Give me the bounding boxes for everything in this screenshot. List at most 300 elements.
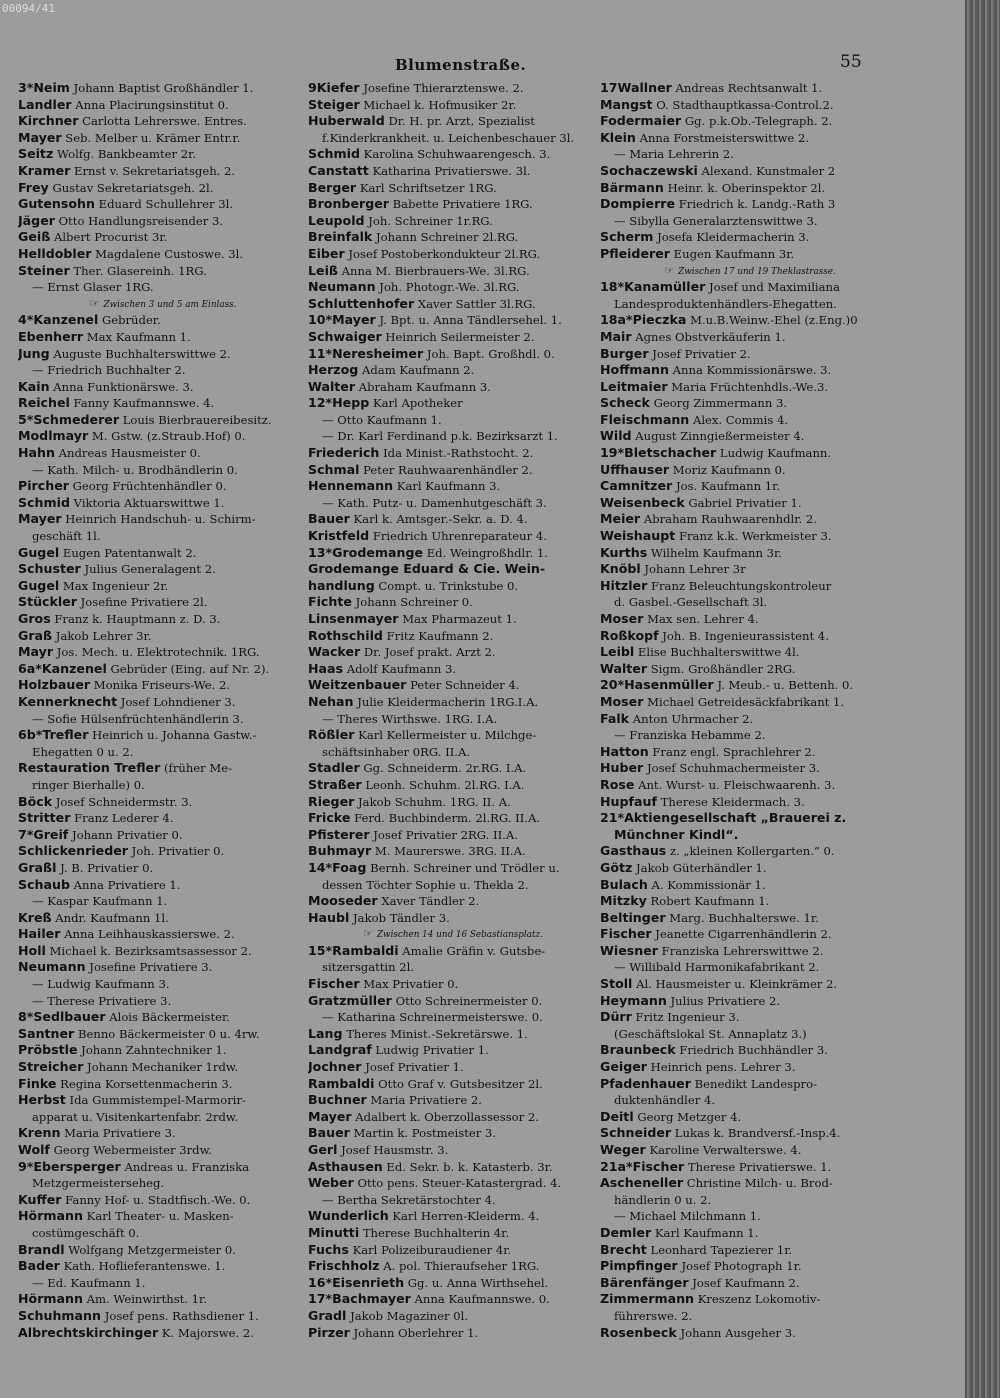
directory-entry <box>600 1175 900 1192</box>
directory-entry <box>308 1026 598 1043</box>
directory-entry <box>18 661 308 678</box>
entry-details: M.u.B.Weinw.-Ehel (z.Eng.)0 <box>690 313 858 328</box>
entry-details: Therese Privatierswe. 1. <box>687 1159 832 1174</box>
entry-details: Ida Minist.-Rathstocht. 2. <box>383 446 534 461</box>
directory-entry <box>600 694 900 711</box>
entry-details: Xaver Sattler 3l.RG. <box>417 296 536 311</box>
entry-details: J. Meub.- u. Bettenh. 0. <box>717 678 854 693</box>
directory-entry <box>600 677 900 694</box>
directory-entry <box>308 1291 598 1308</box>
directory-entry <box>600 1275 900 1292</box>
house-number: 7* <box>18 826 34 842</box>
entry-details: Joh. B. Ingenieurassistent 4. <box>662 628 829 643</box>
column-1 <box>18 80 308 1341</box>
resident-name: Kreß <box>18 909 52 925</box>
directory-entry <box>18 877 308 894</box>
directory-entry <box>600 959 900 976</box>
entry-details: Karolina Schuhwaarengesch. 3. <box>363 147 551 162</box>
entry-details: Seb. Melber u. Krämer Entr.r. <box>65 130 241 145</box>
directory-entry <box>600 296 900 313</box>
entry-details: Bernh. Schreiner und Trödler u. <box>370 860 560 875</box>
entry-details: Anna Kaufmannswe. 0. <box>414 1292 550 1307</box>
entry-details: — Theres Wirthswe. 1RG. I.A. <box>322 711 498 726</box>
entry-details: Zwischen 17 und 19 Theklastrasse. <box>678 266 836 277</box>
house-number: 16* <box>308 1274 333 1290</box>
directory-entry <box>600 1159 900 1176</box>
directory-entry <box>18 1092 308 1109</box>
directory-entry <box>308 1225 598 1242</box>
entry-details: Georg Früchtenhändler 0. <box>72 479 227 494</box>
directory-entry <box>18 1059 308 1076</box>
resident-name: Friederich <box>308 445 380 461</box>
entry-details: Dr. H. pr. Arzt, Spezialist <box>388 114 535 129</box>
directory-entry <box>600 379 900 396</box>
resident-name: Rambaldi <box>332 942 399 958</box>
entry-details: Anton Uhrmacher 2. <box>632 711 754 726</box>
pointing-hand-icon: ☞ <box>664 263 675 277</box>
directory-entry <box>600 329 900 346</box>
directory-entry <box>18 1225 308 1242</box>
entry-details: Wolfgang Metzgermeister 0. <box>68 1242 236 1257</box>
entry-details: Heinrich Seilermeister 2. <box>385 329 535 344</box>
directory-entry <box>600 180 900 197</box>
resident-name: Modlmayr <box>18 428 89 444</box>
entry-details: Albert Procurist 3r. <box>53 230 168 245</box>
resident-name: Neresheimer <box>332 345 424 361</box>
entry-details: Dr. Josef prakt. Arzt 2. <box>363 645 496 660</box>
directory-entry <box>308 445 598 462</box>
entry-details: Monika Friseurs-We. 2. <box>93 678 231 693</box>
resident-name: Demler <box>600 1224 652 1240</box>
resident-name: Breinfalk <box>308 229 373 245</box>
resident-name: Götz <box>600 859 633 875</box>
directory-entry <box>600 213 900 230</box>
entry-details: Gebrüder. <box>101 313 161 328</box>
directory-entry <box>308 760 598 777</box>
directory-entry <box>600 146 900 163</box>
resident-name: Pirzer <box>308 1324 350 1340</box>
resident-name: Ebersperger <box>33 1158 121 1174</box>
entry-details: Karl Theater- u. Masken- <box>86 1209 234 1224</box>
directory-entry <box>308 561 598 578</box>
directory-entry <box>18 1325 308 1342</box>
entry-details: Gebrüder (Eing. auf Nr. 2). <box>110 661 270 676</box>
entry-details: sitzersgattin 2l. <box>322 960 415 975</box>
resident-name: Kurths <box>600 544 648 560</box>
resident-name: Mayer <box>18 511 62 527</box>
resident-name: Pieczka <box>632 312 687 328</box>
directory-entry <box>600 196 900 213</box>
entry-details: Heinrich pens. Lehrer 3. <box>650 1060 796 1075</box>
cross-street-note <box>600 263 900 280</box>
house-number: 14* <box>308 859 333 875</box>
directory-entry <box>600 843 900 860</box>
resident-name: Hahn <box>18 445 55 461</box>
directory-entry <box>18 478 308 495</box>
house-number: 21* <box>600 810 625 826</box>
entry-details: Leonhard Tapezierer 1r. <box>650 1242 793 1257</box>
resident-name: Huberwald <box>308 113 385 129</box>
house-number: 17* <box>308 1291 333 1307</box>
directory-entry <box>308 1076 598 1093</box>
entry-details: händlerin 0 u. 2. <box>614 1192 712 1207</box>
column-2 <box>308 80 598 1341</box>
entry-details: Johann Lehrer 3r <box>644 562 746 577</box>
entry-details: Fritz Ingenieur 3. <box>635 1010 740 1025</box>
resident-name: Moser <box>600 693 644 709</box>
entry-details: Heinrich Handschuh- u. Schirm- <box>65 512 256 527</box>
resident-name: Hörmann <box>18 1208 83 1224</box>
entry-details: Alexand. Kunstmaler 2 <box>701 163 836 178</box>
entry-details: Fanny Hof- u. Stadtfisch.-We. 0. <box>65 1192 251 1207</box>
resident-name: Hennemann <box>308 478 394 494</box>
directory-entry <box>18 263 308 280</box>
entry-details: — Katharina Schreinermeisterswe. 0. <box>322 1010 543 1025</box>
entry-details: J. B. Privatier 0. <box>60 860 154 875</box>
directory-entry <box>600 412 900 429</box>
entry-details: Carlotta Lehrerswe. Entres. <box>82 114 247 129</box>
directory-entry <box>600 777 900 794</box>
entry-details: Josef Schneidermstr. 3. <box>55 794 193 809</box>
directory-entry <box>308 1275 598 1292</box>
directory-entry <box>308 1092 598 1109</box>
entry-details: Johann Schreiner 0. <box>355 595 473 610</box>
house-number: 10* <box>308 312 333 328</box>
directory-entry <box>308 379 598 396</box>
resident-name: Graß <box>18 627 53 643</box>
resident-name: Mitzky <box>600 893 647 909</box>
entry-details: — Ed. Kaufmann 1. <box>32 1275 146 1290</box>
directory-entry <box>308 1159 598 1176</box>
directory-entry <box>600 877 900 894</box>
directory-entry <box>600 1042 900 1059</box>
cross-street-note <box>308 926 598 943</box>
directory-entry <box>18 113 308 130</box>
entry-details: Al. Hausmeister u. Kleinkrämer 2. <box>636 977 838 992</box>
entry-details: Agnes Obstverkäuferin 1. <box>635 329 786 344</box>
directory-entry <box>308 943 598 960</box>
directory-entry <box>308 1325 598 1342</box>
directory-entry <box>308 910 598 927</box>
directory-entry <box>600 395 900 412</box>
resident-name: Moser <box>600 611 644 626</box>
resident-name: Helldobler <box>18 245 92 261</box>
entry-details: Ed. Weingroßhdlr. 1. <box>426 545 548 560</box>
entry-details: Abraham Kaufmann 3. <box>358 379 491 394</box>
entry-details: Zwischen 14 und 16 Sebastiansplatz. <box>376 930 543 941</box>
resident-name: Landler <box>18 96 72 112</box>
entry-details: Amalie Gräfin v. Gutsbe- <box>402 943 546 958</box>
resident-name: Bachmayer <box>332 1291 411 1307</box>
directory-entry <box>308 180 598 197</box>
directory-entry <box>308 478 598 495</box>
directory-entry <box>308 1258 598 1275</box>
directory-entry <box>600 1109 900 1126</box>
entry-details: Otto Handlungsreisender 3. <box>58 213 224 228</box>
directory-entry <box>600 1059 900 1076</box>
resident-name: Canstatt <box>308 162 369 178</box>
resident-name: Greif <box>33 826 69 842</box>
resident-name: Jochner <box>308 1059 362 1075</box>
directory-entry <box>18 760 308 777</box>
resident-name: Pimpfinger <box>600 1258 678 1274</box>
directory-entry <box>18 959 308 976</box>
resident-name: Neumann <box>18 959 86 975</box>
entry-details: Heinrich u. Johanna Gastw.- <box>92 728 257 743</box>
entry-details: Max Privatier 0. <box>363 977 459 992</box>
pointing-hand-icon: ☞ <box>89 296 100 310</box>
directory-entry <box>600 628 900 645</box>
entry-details: dessen Töchter Sophie u. Thekla 2. <box>322 877 529 892</box>
resident-name: Eiber <box>308 245 345 261</box>
directory-entry <box>308 1059 598 1076</box>
entry-details: — Kaspar Kaufmann 1. <box>32 894 168 909</box>
directory-entry <box>600 578 900 595</box>
entry-details: Abraham Rauhwaarenhdlr. 2. <box>643 512 817 527</box>
entry-details: Andreas Hausmeister 0. <box>58 446 201 461</box>
entry-details: — Maria Lehrerin 2. <box>614 147 734 162</box>
entry-details: d. Gasbel.-Gesellschaft 3l. <box>614 595 768 610</box>
resident-name: Camnitzer <box>600 478 673 494</box>
resident-name: Gasthaus <box>600 843 667 859</box>
directory-entry <box>18 1009 308 1026</box>
resident-name: Bronberger <box>308 196 389 212</box>
house-number: 19* <box>600 445 625 461</box>
house-number: 9 <box>308 80 317 95</box>
resident-name: Leitmaier <box>600 378 668 394</box>
resident-name: Beltinger <box>600 909 666 925</box>
resident-name: Fodermaier <box>600 113 682 129</box>
directory-entry <box>600 711 900 728</box>
resident-name: Weishaupt <box>600 528 676 544</box>
entry-details: — Ludwig Kaufmann 3. <box>32 977 170 992</box>
entry-details: Joh. Schreiner 1r.RG. <box>368 213 493 228</box>
entry-details: Anna M. Bierbrauers-We. 3l.RG. <box>341 263 530 278</box>
resident-name: Fischer <box>632 1158 685 1174</box>
resident-name: Restauration Trefler <box>18 760 161 776</box>
resident-name: Wunderlich <box>308 1208 389 1224</box>
entry-details: Babette Privatiere 1RG. <box>392 197 533 212</box>
entry-details: Josef Schuhmachermeister 3. <box>646 761 820 776</box>
resident-name: Kramer <box>18 162 71 178</box>
directory-entry <box>308 744 598 761</box>
resident-name: Hoffmann <box>600 362 669 378</box>
resident-name: Kennerknecht <box>18 693 118 709</box>
directory-entry <box>308 727 598 744</box>
resident-name: Fichte <box>308 594 352 610</box>
directory-entry <box>600 97 900 114</box>
entry-details: Alois Bäckermeister. <box>109 1010 230 1025</box>
directory-entry <box>308 97 598 114</box>
entry-details: — Therese Privatiere 3. <box>32 993 172 1008</box>
resident-name: Leiß <box>308 262 338 278</box>
entry-details: — Otto Kaufmann 1. <box>322 412 442 427</box>
entry-details: Karl Kellermeister u. Milchge- <box>358 728 537 743</box>
directory-entry <box>18 362 308 379</box>
entry-details: Friedrich Uhrenreparateur 4. <box>372 529 547 544</box>
resident-name: Schmid <box>18 494 70 510</box>
directory-entry <box>600 229 900 246</box>
entry-details: Fanny Kaufmannswe. 4. <box>73 396 215 411</box>
resident-name: Foag <box>332 859 367 875</box>
resident-name: Bader <box>18 1258 60 1274</box>
entry-details: Karl Herren-Kleiderm. 4. <box>392 1209 540 1224</box>
directory-entry <box>308 511 598 528</box>
entry-details: Maria Früchtenhdls.-We.3. <box>671 379 829 394</box>
entry-details: M. Maurerswe. 3RG. II.A. <box>374 844 526 859</box>
entry-details: Gg. p.k.Ob.-Telegraph. 2. <box>684 114 833 129</box>
house-number: 18* <box>600 279 625 295</box>
entry-details: Eugen Patentanwalt 2. <box>62 545 197 560</box>
entry-details: Joh. Privatier 0. <box>131 844 225 859</box>
directory-entry <box>18 993 308 1010</box>
entry-details: Zwischen 3 und 5 am Einlass. <box>103 299 237 310</box>
resident-name: Mayr <box>18 644 54 660</box>
resident-name: Rambaldi <box>308 1075 375 1091</box>
column-3 <box>600 80 900 1341</box>
directory-entry <box>308 246 598 263</box>
house-number: 12* <box>308 395 333 411</box>
resident-name: Brecht <box>600 1241 647 1257</box>
entry-details: Metzgermeisterseheg. <box>32 1176 165 1191</box>
entry-details: Josefine Privatiere 3. <box>89 960 213 975</box>
resident-name: Bletschacher <box>624 445 717 461</box>
resident-name: Knöbl <box>600 561 641 577</box>
entry-details: Karl Kaufmann 3. <box>396 479 501 494</box>
resident-name: Bauer <box>308 1125 350 1141</box>
directory-entry <box>18 794 308 811</box>
entry-details: Josef Lohndiener 3. <box>120 694 236 709</box>
entry-details: A. pol. Thieraufseher 1RG. <box>383 1259 540 1274</box>
directory-entry <box>600 445 900 462</box>
directory-entry <box>18 810 308 827</box>
resident-name: Trefler <box>42 727 89 743</box>
entry-details: — Kath. Milch- u. Brodhändlerin 0. <box>32 462 238 477</box>
resident-name: Kuffer <box>18 1191 62 1207</box>
entry-details: Jeanette Cigarrenhändlerin 2. <box>655 927 832 942</box>
directory-entry <box>600 80 900 97</box>
resident-name: Hupfauf <box>600 793 657 809</box>
resident-name: Grodemange Eduard & Cie. Wein- <box>308 561 546 577</box>
directory-entry <box>600 943 900 960</box>
entry-details: — Friedrich Buchhalter 2. <box>32 363 186 378</box>
house-number: 11* <box>308 345 333 361</box>
entry-details: — Franziska Hebamme 2. <box>614 728 766 743</box>
directory-entry <box>308 213 598 230</box>
resident-name: Rößler <box>308 727 355 743</box>
directory-entry <box>308 528 598 545</box>
house-number: 13* <box>308 544 333 560</box>
directory-entry <box>308 594 598 611</box>
directory-entry <box>18 1208 308 1225</box>
resident-name: Holzbauer <box>18 677 91 693</box>
page-number: 55 <box>840 52 862 72</box>
entry-details: O. Stadthauptkassa-Control.2. <box>656 97 834 112</box>
house-number: 15* <box>308 942 333 958</box>
directory-entry <box>18 711 308 728</box>
directory-entry <box>308 1192 598 1209</box>
entry-details: Michael k. Bezirksamtsassessor 2. <box>49 943 252 958</box>
directory-entry <box>600 760 900 777</box>
directory-entry <box>600 1242 900 1259</box>
directory-entry <box>18 1192 308 1209</box>
directory-entry <box>600 910 900 927</box>
directory-entry <box>600 1009 900 1026</box>
entry-details: Anna Funktionärswe. 3. <box>53 379 194 394</box>
directory-entry <box>308 296 598 313</box>
entry-details: Anna Forstmeisterswittwe 2. <box>639 130 810 145</box>
directory-entry <box>308 677 598 694</box>
directory-entry <box>600 478 900 495</box>
resident-name: Weitzenbauer <box>308 677 407 693</box>
directory-entry <box>308 130 598 147</box>
resident-name: Holl <box>18 942 46 958</box>
entry-details: Karl Polizeiburaudiener 4r. <box>352 1242 512 1257</box>
entry-details: J. Bpt. u. Anna Tändlersehel. 1. <box>379 313 562 328</box>
directory-entry <box>600 163 900 180</box>
resident-name: Dompierre <box>600 196 676 212</box>
entry-details: Karoline Verwalterswe. 4. <box>649 1143 802 1157</box>
entry-details: Jakob Güterhändler 1. <box>636 860 767 875</box>
resident-name: Wolf <box>18 1142 50 1157</box>
directory-entry <box>18 279 308 296</box>
house-number: 21a* <box>600 1158 633 1174</box>
resident-name: Hasenmüller <box>624 677 714 693</box>
entry-details: Franziska Lehrerswittwe 2. <box>661 943 824 958</box>
entry-details: Georg Zimmermann 3. <box>653 396 788 411</box>
resident-name: Mooseder <box>308 893 378 909</box>
entry-details: Josef Privatier 2. <box>652 346 751 361</box>
directory-entry <box>308 628 598 645</box>
house-number: 8* <box>18 1009 34 1025</box>
resident-name: Mayer <box>332 312 376 328</box>
house-number: 17 <box>600 80 618 95</box>
directory-entry <box>308 893 598 910</box>
directory-entry <box>308 827 598 844</box>
entry-details: Karl Apotheker <box>372 396 463 411</box>
directory-entry <box>308 1208 598 1225</box>
entry-details: (früher Me- <box>164 761 233 776</box>
entry-details: Jakob Schuhm. 1RG. II. A. <box>358 794 511 809</box>
directory-entry <box>18 462 308 479</box>
directory-entry <box>600 1308 900 1325</box>
resident-name: Graßl <box>18 859 57 875</box>
archive-stamp: 00094/41 <box>2 2 55 15</box>
directory-entry <box>18 843 308 860</box>
resident-name: Berger <box>308 179 357 195</box>
entry-details: Elise Buchhalterswittwe 4l. <box>637 645 800 660</box>
entry-details: Jakob Lehrer 3r. <box>55 628 152 643</box>
resident-name: Herbst <box>18 1092 66 1108</box>
resident-name: Wild <box>600 428 632 444</box>
resident-name: Braunbeck <box>600 1042 676 1058</box>
entry-details: Julius Generalagent 2. <box>84 562 216 577</box>
directory-entry <box>308 959 598 976</box>
resident-name: Ebenherr <box>18 328 84 344</box>
house-number: 4* <box>18 312 34 328</box>
entry-details: Fritz Kaufmann 2. <box>386 628 494 643</box>
directory-entry <box>308 976 598 993</box>
directory-entry <box>18 146 308 163</box>
entry-details: Wolfg. Bankbeamter 2r. <box>56 147 197 162</box>
directory-entry <box>308 843 598 860</box>
directory-entry <box>600 1125 900 1142</box>
entry-details: Josef und Maximiliana <box>709 280 840 295</box>
entry-details: Maria Privatiere 2. <box>370 1093 482 1108</box>
entry-details: Ant. Wurst- u. Fleischwaarenh. 3. <box>638 777 836 792</box>
entry-details: Benedikt Landespro- <box>694 1076 817 1091</box>
entry-details: Moriz Kaufmann 0. <box>672 462 786 477</box>
